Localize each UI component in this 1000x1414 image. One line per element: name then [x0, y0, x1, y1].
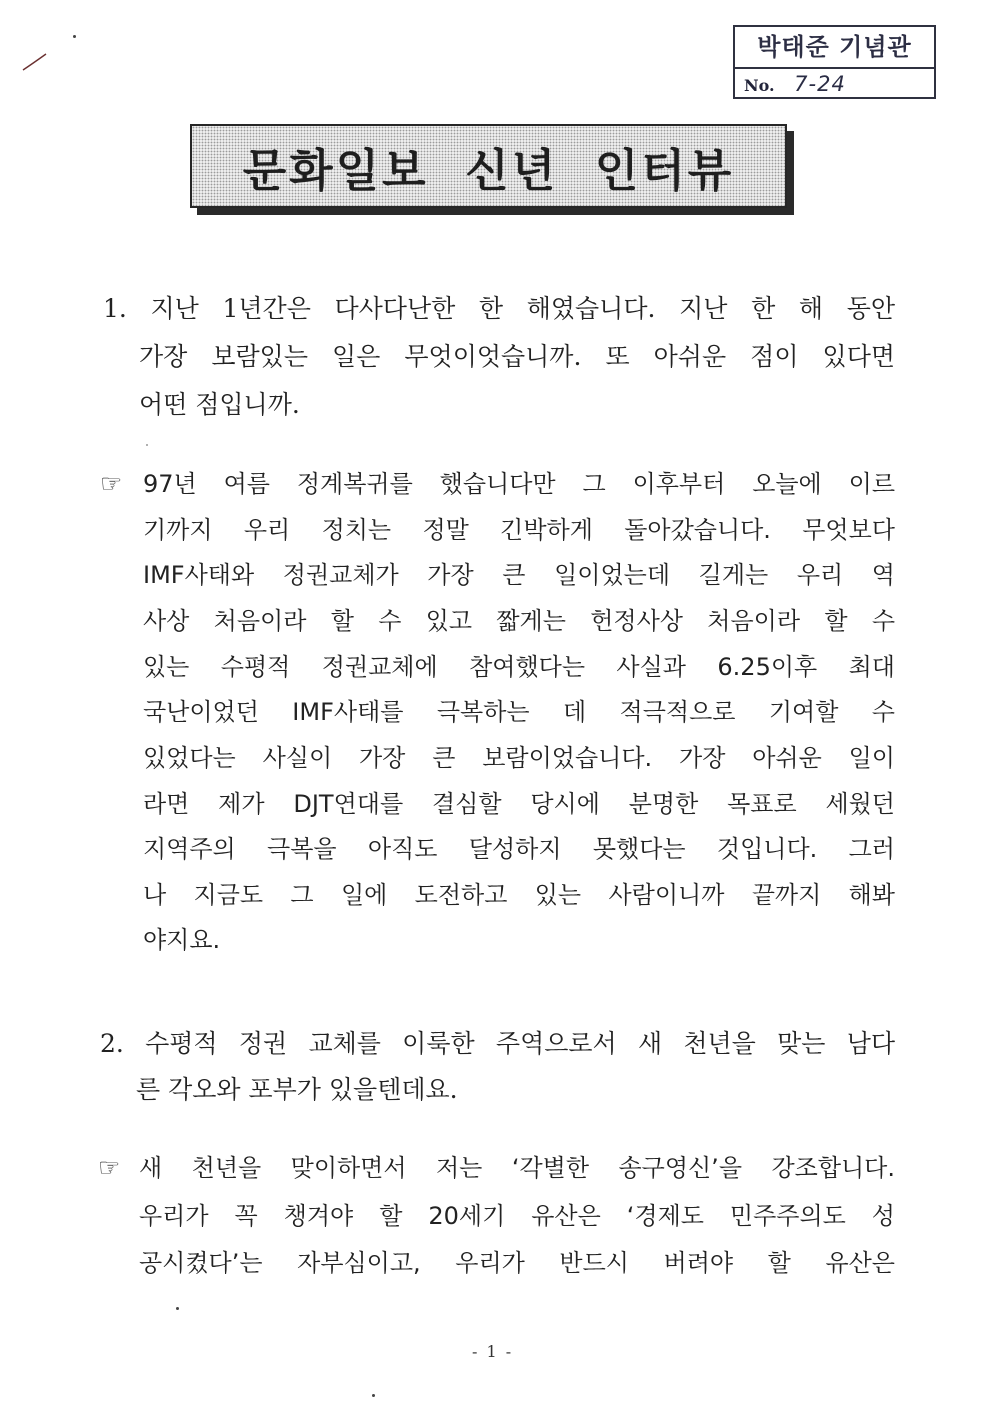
stamp-no-label: No. [744, 76, 775, 95]
stamp-title: 박태준 기념관 [735, 27, 934, 69]
q1-line-3: 어떤 점입니까. [139, 390, 300, 419]
a1-line-6: 국난이었던 IMF사태를 극복하는 데 적극적으로 기여할 수 [143, 698, 895, 726]
a1-line-11: 야지요. [143, 926, 221, 954]
a2-line-2: 우리가 꼭 챙겨야 할 20세기 유산은 ‘경제도 민주주의도 성 [139, 1202, 895, 1230]
a1-line-2: 기까지 우리 정치는 정말 긴박하게 돌아갔습니다. 무엇보다 [143, 516, 895, 544]
pen-mark-icon [22, 52, 48, 72]
a1-line-5: 있는 수평적 정권교체에 참여했다는 사실과 6.25이후 최대 [143, 653, 895, 681]
a1-line-7: 있었다는 사실이 가장 큰 보람이었습니다. 가장 아쉬운 일이 [143, 744, 895, 772]
q1-line-2: 가장 보람있는 일은 무엇이엇습니까. 또 아쉬운 점이 있다면 [139, 342, 895, 371]
stamp-no-value: 7-24 [794, 72, 846, 96]
a2-line-3: 공시켰다’는 자부심이고, 우리가 반드시 버려야 할 유산은 [139, 1249, 895, 1277]
q2-line-2: 른 각오와 포부가 있을텐데요. [136, 1075, 458, 1104]
pointing-hand-icon: ☞ [98, 1153, 121, 1182]
q1-line-1: 1. 지난 1년간은 다사다난한 한 해였습니다. 지난 한 해 동안 [103, 294, 895, 323]
a2-line-1: 새 천년을 맞이하면서 저는 ‘각별한 송구영신’을 강조합니다. [139, 1154, 895, 1182]
a1-line-1: 97년 여름 정계복귀를 했습니다만 그 이후부터 오늘에 이르 [143, 470, 895, 498]
q2-line-1: 2. 수평적 정권 교체를 이룩한 주역으로서 새 천년을 맞는 남다 [100, 1029, 895, 1058]
scan-speck [372, 1394, 375, 1397]
a1-line-9: 지역주의 극복을 아직도 달성하지 못했다는 것입니다. 그러 [143, 835, 895, 863]
page-number: - 1 - [472, 1342, 514, 1361]
a1-line-3: IMF사태와 정권교체가 가장 큰 일이었는데 길게는 우리 역 [143, 561, 895, 589]
pointing-hand-icon: ☞ [100, 469, 123, 498]
title-box [190, 124, 787, 208]
a1-line-10: 나 지금도 그 일에 도전하고 있는 사람이니까 끝까지 해봐 [143, 881, 895, 909]
stamp-number-row [735, 69, 934, 99]
scan-speck [73, 35, 76, 38]
archive-stamp [733, 25, 936, 99]
a1-line-8: 라면 제가 DJT연대를 결심할 당시에 분명한 목표로 세웠던 [143, 790, 895, 818]
scan-speck [146, 444, 148, 446]
page-title: 문화일보 신년 인터뷰 [242, 143, 735, 197]
scan-speck [176, 1307, 179, 1310]
a1-line-4: 사상 처음이라 할 수 있고 짧게는 헌정사상 처음이라 할 수 [143, 607, 895, 635]
